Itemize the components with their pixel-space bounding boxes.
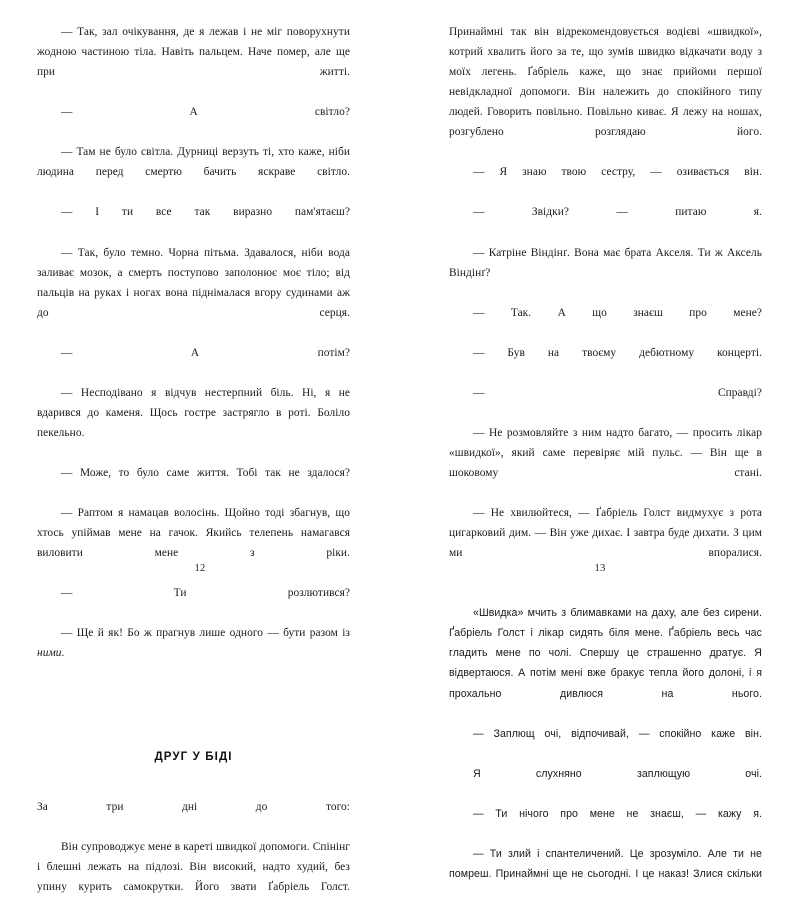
paragraph: — Так. А що знаєш про мене? [473,306,762,319]
page-left [0,0,400,893]
paragraph: — Раптом я намацав волосінь. Щойно тоді збагнув, що хтось упіймав мене на гачок. Якийсь телепень намагався виловити мене з ріки. [37,507,350,560]
paragraph: — Справді? [473,386,762,399]
paragraph: — Може, то було саме життя. Тобі так не здалося? [61,467,350,480]
paragraph: — Заплющ очі, відпочивай, — спокійно каже він. [473,727,762,740]
paragraph: — Я знаю твою сестру, — озивається він. [473,166,762,179]
paragraph: — Звідки? — питаю я. [473,206,762,219]
paragraph: Я слухняно заплющую очі. [473,767,762,780]
paragraph: — Ти розлютився? [61,587,350,600]
paragraph: Він супроводжує мене в кареті швидкої допомоги. Спінінг і блешні лежать на підлозі. Він високий, надто худий, без упину курить самокрутки. Його звати Ґабріель Голст. [37,840,350,893]
section-break-spacer [449,583,762,603]
paragraph: — Не хвилюйтеся, — Ґабріель Голст видмухує з рота цигарковий дим. — Він уже дихає. І завтра буде дихати. З цим ми впоралися. [449,507,762,560]
page-right [400,0,800,880]
chapter-spacer-below [37,767,350,797]
paragraph: — Був на твоєму дебютному концерті. [473,346,762,359]
paragraph-text-after-italic: . [61,647,65,660]
paragraph: — Несподівано я відчув нестерпний біль. Ні, я не вдарився до каменя. Щось гостре застрягло в роті. Боліло пекельно. [37,386,350,439]
paragraph: — Не розмовляйте з ним надто багато, — просить лікар «швидкої», який саме перевіряє мій пульс. — Він ще в шоковому стані. [449,426,762,480]
paragraph: — Так, було темно. Чорна пітьма. Здавалося, ніби вода заливає мозок, а смерть поступово заполонює моє тіло; від пальців на руках і ногах вона піднімалася вгору судинами аж до серця. [37,246,350,319]
paragraph: — Там не було світла. Дурниці верзуть ті, хто каже, ніби людина перед смертю бачить яскраве світло. [37,146,350,179]
emphasis-them: ними [37,647,62,660]
chapter-title: ДРУГ У БІДІ [154,749,233,763]
paragraph: «Швидка» мчить з блимавками на даху, але без сирени. Ґабріель Голст і лікар сидять біля мене. Ґабріель весь час гладить мене по чолі. Спершу це страшенно дратує. Я відвертаюся. А потім мені вже бракує тепла його долоні, і я прохально дивлюся на нього. [449,607,762,700]
paragraph: — Так, зал очікування, де я лежав і не міг поворухнути жодною частиною тіла. Навіть пальцем. Наче помер, але ще при житті. [37,26,350,79]
chapter-spacer-above [37,684,350,747]
paragraph: — Катріне Віндінґ. Вона має брата Акселя. Ти ж Аксель Віндінґ? [449,246,762,279]
paragraph-text-before-italic: — Ще й як! Бо ж прагнув лише одного — бути разом із [61,627,350,640]
paragraph: — Ти злий і спантеличений. Це зрозуміло. Але ти не помреш. Принаймні ще не сьогодні. І це наказ! Злися скільки [449,847,762,880]
paragraph: — А потім? [61,346,350,359]
paragraph: — І ти все так виразно пам'ятаєш? [61,206,350,219]
left-page-textblock [37,22,350,917]
paragraph-lead-in: За три дні до того: [37,800,350,813]
paragraph: — А світло? [61,106,350,119]
paragraph-continued: Принаймні так він відрекомендовується водієві «швидкої», котрий хвалить його за те, що зумів швидко відкачати воду з моїх легень. Ґабріель каже, що знає прийоми першої невідкладної допомоги. Він належить до спокійного типу людей. Говорить повільно. Повільно киває. Я лежу на ношах, розгублено розглядаю його. [449,26,762,139]
right-page-second-block [449,603,762,904]
page-number-right: 13 [594,563,606,574]
paragraph-with-italic [37,623,350,683]
right-page-textblock [449,22,762,904]
page-number-left: 12 [194,563,206,574]
paragraph: — Ти нічого про мене не знаєш, — кажу я. [473,807,762,820]
